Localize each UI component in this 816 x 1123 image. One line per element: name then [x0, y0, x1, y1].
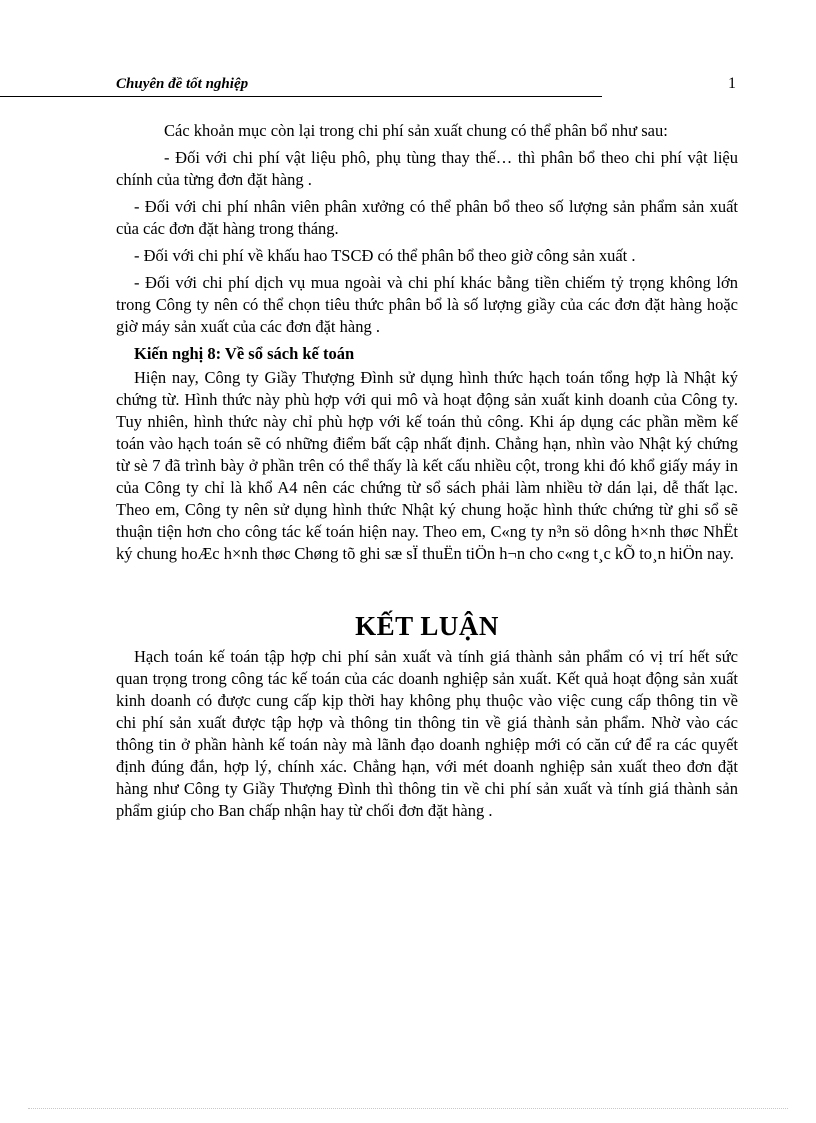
paragraph-allocation-intro: Các khoản mục còn lại trong chi phí sản xuất chung có thể phân bổ như sau:: [164, 121, 668, 140]
spacer: [116, 570, 738, 608]
paragraph-workshop-staff: - Đối với chi phí nhân viên phân xưởng có thể phân bổ theo số lượng sản phẩm sản xuất của các đơn đặt hàng trong tháng.: [116, 197, 738, 238]
paragraph-accounting-books: Hiện nay, Công ty Giầy Thượng Đình sử dụng hình thức hạch toán tổng hợp là Nhật ký chứng từ. Hình thức này phù hợp với qui mô và hoạt động sản xuất kinh doanh của Công ty. Tuy nhiên, hình thức này chỉ phù hợp với kế toán thủ công. Khi áp dụng các phần mềm kế toán vào hạch toán sẽ có những điểm bất cập nhất định. Chẳng hạn, nhìn vào Nhật ký chứng từ sè 7 đã trình bày ở phần trên có thể thấy là kết cấu nhiều cột, trong khi đó khổ giấy máy in của Công ty chỉ là khổ A4 nên các chứng từ sổ sách phải làm nhiều tờ dán lại, dễ thất lạc. Theo em, Công ty nên sử dụng hình thức Nhật ký chung hoặc hình thức chứng từ ghi sổ sẽ thuận tiện hơn cho công tác kế toán hiện nay. Theo em, C«ng ty n³n sö dông h×nh thøc NhËt ký chung hoÆc h×nh thøc Chøng tõ ghi sæ sÏ thuËn tiÖn h¬n cho c«ng t¸c kÕ to¸n hiÖn nay.: [116, 368, 738, 563]
header-title: Chuyên đề tốt nghiệp: [116, 76, 249, 92]
document-body: [116, 120, 738, 827]
header-rule: [0, 96, 602, 97]
page-number: 1: [728, 75, 736, 92]
footer-dotted-line: [28, 1108, 788, 1109]
paragraph-materials: - Đối với chi phí vật liệu phô, phụ tùng thay thế… thì phân bổ theo chi phí vật liệu chính của từng đơn đặt hàng .: [116, 148, 738, 189]
page-header: [116, 76, 740, 98]
paragraph-depreciation: - Đối với chi phí về khấu hao TSCĐ có thể phân bổ theo giờ công sản xuất .: [134, 246, 636, 265]
paragraph-conclusion: Hạch toán kế toán tập hợp chi phí sản xuất và tính giá thành sản phẩm có vị trí hết sức quan trọng trong công tác kế toán của các doanh nghiệp sản xuất. Kết quả hoạt động sản xuất kinh doanh có được cung cấp kịp thời hay không phụ thuộc vào việc cung cấp thông tin về chi phí sản xuất được tập hợp và thông tin thông tin về giá thành sản phẩm. Nhờ vào các thông tin ở phần hành kế toán này mà lãnh đạo doanh nghiệp mới có căn cứ để ra các quyết định đúng đắn, hợp lý, chính xác. Chẳng hạn, với mét doanh nghiệp sản xuất theo đơn đặt hàng như Công ty Giầy Thượng Đình thì thông tin về chi phí sản xuất và tính giá thành sản phẩm giúp cho Ban chấp nhận hay từ chối đơn đặt hàng .: [116, 647, 738, 820]
conclusion-title: KẾT LUẬN: [355, 611, 499, 641]
section-heading-recommendation-8: Kiến nghị 8: Về sổ sách kế toán: [134, 344, 355, 363]
paragraph-outsourced-services: - Đối với chi phí dịch vụ mua ngoài và chi phí khác bằng tiền chiếm tỷ trọng không lớn trong Công ty nên có thể chọn tiêu thức phân bổ là số lượng giầy của các đơn đặt hàng hoặc giờ máy sản xuất của các đơn đặt hàng .: [116, 273, 738, 336]
